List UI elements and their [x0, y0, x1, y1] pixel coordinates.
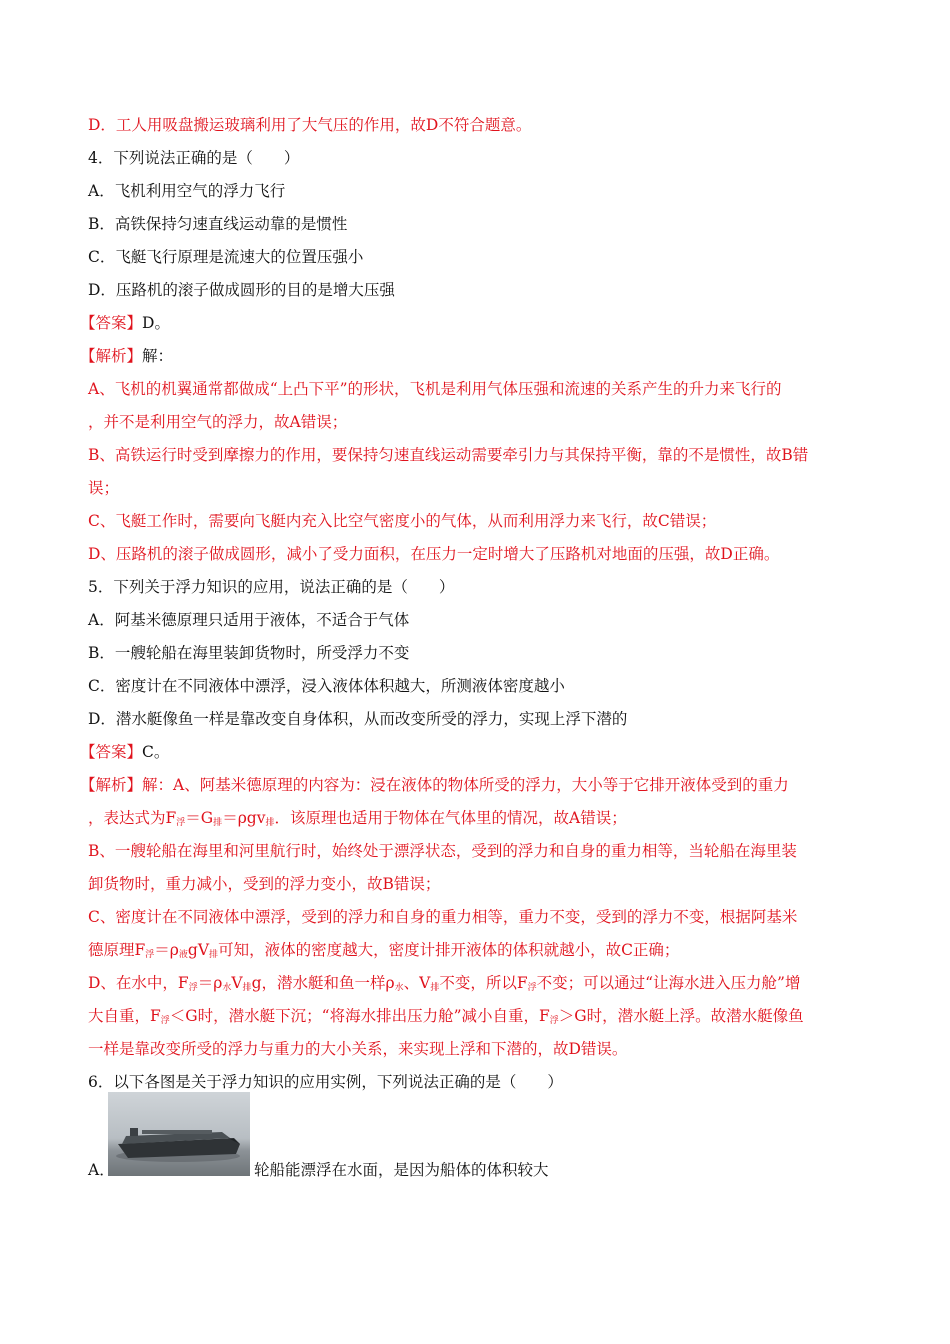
q6-option-a-label: A． [88, 1161, 115, 1179]
q4-analysis-a2: ，并不是利用空气的浮力，故A错误； [88, 413, 348, 431]
q4-analysis-c1: C、飞艇工作时，需要向飞艇内充入比空气密度小的气体，从而利用浮力来飞行，故C错误； [88, 512, 717, 530]
q4-analysis-d1: D、压路机的滚子做成圆形，减小了受力面积，在压力一定时增大了压路机对地面的压强，故D正确。 [88, 545, 780, 563]
q5-answer [80, 742, 880, 762]
q6-stem: 6．以下各图是关于浮力知识的应用实例，下列说法正确的是（ ） [88, 1073, 563, 1091]
q4-option-b: B．高铁保持匀速直线运动靠的是惯性 [88, 215, 348, 233]
q5-analysis-d1: D、在水中，$F_浮=\rho_水V_排g$，潜水艇和鱼一样$\rho_水$、$V_排$不变，所以$F_浮$不变；可以通过“让海水进入压力舱”增 [88, 974, 801, 993]
analysis-lead: 解： [142, 347, 174, 365]
q5-analysis-c1: C、密度计在不同液体中漂浮，受到的浮力和自身的重力相等，重力不变，受到的浮力不变，根据阿基米 [88, 908, 798, 926]
analysis-label: 【解析】 [80, 347, 143, 365]
q5-analysis-d3: 一样是靠改变所受的浮力与重力的大小关系，来实现上浮和下潜的，故D错误。 [88, 1040, 628, 1058]
q5-analysis-a1 [80, 775, 880, 795]
q5-option-c: C．密度计在不同液体中漂浮，浸入液体体积越大，所测液体密度越小 [88, 677, 565, 695]
answer-value: C。 [142, 743, 170, 761]
q5-analysis-a2: ，表达式为$F_浮=G_排=\rho gv_排$．该原理也适用于物体在气体里的情况，故A错误； [88, 809, 627, 828]
q4-analysis-head [80, 346, 880, 366]
q5-analysis-b2: 卸货物时，重力减小，受到的浮力变小，故B错误； [88, 875, 441, 893]
q4-option-c: C．飞艇飞行原理是流速大的位置压强小 [88, 248, 364, 266]
answer-value: D。 [142, 314, 170, 332]
q5-option-d: D．潜水艇像鱼一样是靠改变自身体积，从而改变所受的浮力，实现上浮下潜的 [88, 710, 628, 728]
q4-option-d: D．压路机的滚子做成圆形的目的是增大压强 [88, 281, 395, 299]
q5-analysis-d2: 大自重，$F_浮<G$时，潜水艇下沉；“将海水排出压力舱”减小自重，$F_浮>G$时，潜水艇上浮。故潜水艇像鱼 [88, 1007, 804, 1026]
analysis-text: 解：A、阿基米德原理的内容为：浸在液体的物体所受的浮力，大小等于它排开液体受到的重力 [142, 776, 789, 794]
q4-analysis-b1: B、高铁运行时受到摩擦力的作用，要保持匀速直线运动需要牵引力与其保持平衡，靠的不是惯性，故B错 [88, 446, 809, 464]
q4-analysis-b2: 误； [88, 479, 120, 497]
q5-option-b: B．一艘轮船在海里装卸货物时，所受浮力不变 [88, 644, 410, 662]
q4-stem: 4．下列说法正确的是（ ） [88, 149, 300, 167]
q5-analysis-c2: 德原理$F_浮=\rho_液gV_排$可知，液体的密度越大，密度计排开液体的体积就越小，故C正确； [88, 941, 680, 960]
q4-answer [80, 313, 880, 333]
q6-option-a-text: 轮船能漂浮在水面，是因为船体的体积较大 [254, 1161, 549, 1179]
answer-label: 【答案】 [80, 743, 143, 761]
prev-answer-d: D．工人用吸盘搬运玻璃利用了大气压的作用，故D不符合题意。 [88, 116, 532, 134]
q5-analysis-b1: B、一艘轮船在海里和河里航行时，始终处于漂浮状态，受到的浮力和自身的重力相等，当轮船在海里装 [88, 842, 797, 860]
q4-analysis-a1: A、飞机的机翼通常都做成“上凸下平”的形状，飞机是利用气体压强和流速的关系产生的升力来飞行的 [88, 380, 782, 398]
answer-label: 【答案】 [80, 314, 143, 332]
q4-option-a: A．飞机利用空气的浮力飞行 [88, 182, 286, 200]
q5-stem: 5．下列关于浮力知识的应用，说法正确的是（ ） [88, 578, 455, 596]
q5-option-a: A．阿基米德原理只适用于液体，不适合于气体 [88, 611, 410, 629]
analysis-label: 【解析】 [80, 776, 143, 794]
